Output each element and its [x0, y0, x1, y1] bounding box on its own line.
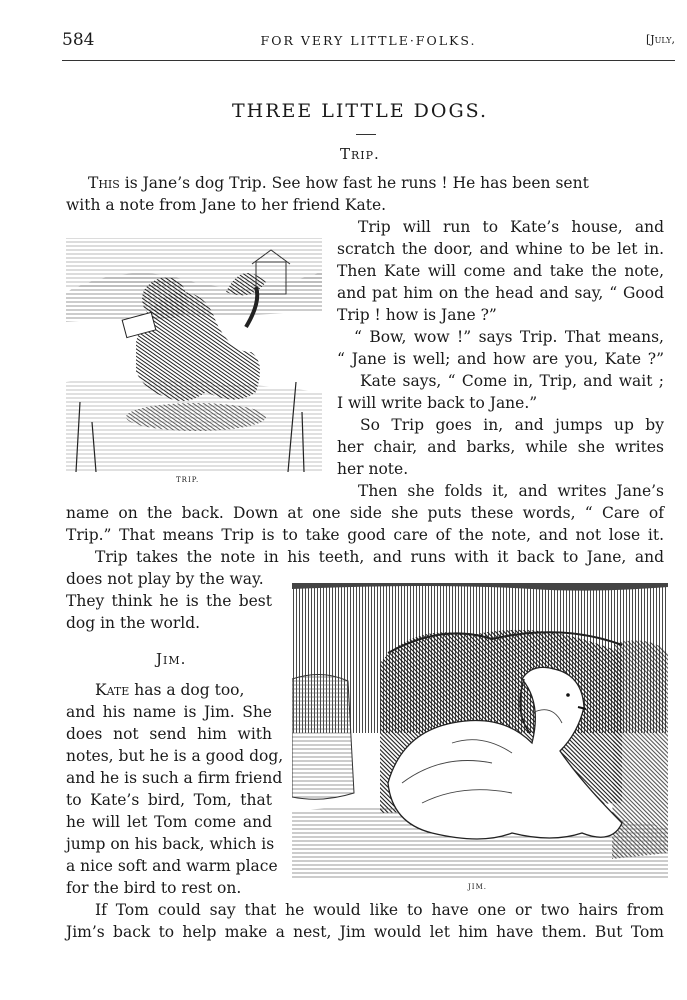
running-title: FOR VERY LITTLE·FOLKS.: [260, 33, 477, 48]
header-rule: [62, 60, 675, 61]
text-line: name on the back. Down at one side she puts these words, “ Care of: [66, 504, 664, 522]
text-line: he will let Tom come and: [66, 813, 272, 831]
text-line: her chair, and barks, while she writes: [337, 438, 664, 456]
drop-word: Kate: [95, 681, 130, 699]
trip-caption: TRIP.: [176, 476, 200, 484]
text-line: Then she folds it, and writes Jane’s: [358, 482, 664, 500]
text-line: her note.: [337, 460, 409, 478]
text-line: They think he is the best: [66, 592, 272, 610]
text-line: Trip takes the note in his teeth, and runs with it back to Jane, and: [95, 548, 664, 566]
text-line: for the bird to rest on.: [66, 879, 242, 897]
section-heading-jim: Jim.: [156, 650, 187, 668]
trip-illustration: [66, 232, 322, 472]
page-number: 584: [62, 30, 95, 50]
text-line: Then Kate will come and take the note,: [337, 262, 664, 280]
story-title: THREE LITTLE DOGS.: [231, 100, 489, 122]
text-line: and he is such a firm friend: [66, 769, 283, 787]
running-month: [July,: [645, 33, 675, 46]
text-line: So Trip goes in, and jumps up by: [360, 416, 664, 434]
text-line: with a note from Jane to her friend Kate.: [66, 196, 387, 214]
text-line: does not play by the way.: [66, 570, 264, 588]
trip-engraving: [66, 232, 322, 472]
text-line: Kate says, “ Come in, Trip, and wait ;: [360, 372, 664, 390]
text-line: dog in the world.: [66, 614, 201, 632]
text-line: jump on his back, which is: [66, 835, 275, 853]
text-line: Trip ! how is Jane ?”: [337, 306, 497, 324]
text-line: Trip.” That means Trip is to take good care of the note, and not lose it.: [66, 526, 664, 544]
section-heading-trip: Trip.: [340, 145, 380, 163]
text-line: If Tom could say that he would like to have one or two hairs from: [95, 901, 664, 919]
text-line: to Kate’s bird, Tom, that: [66, 791, 272, 809]
text-line: I will write back to Jane.”: [337, 394, 538, 412]
text-line: Jim’s back to help make a nest, Jim would let him have them. But Tom: [66, 923, 664, 941]
text-line: notes, but he is a good dog,: [66, 747, 284, 765]
jim-caption: JIM.: [468, 883, 487, 891]
text-line: “ Bow, wow !” says Trip. That means,: [354, 328, 664, 346]
text-line: Kate has a dog too,: [95, 681, 245, 699]
jim-illustration: [292, 583, 668, 879]
text-line: “ Jane is well; and how are you, Kate ?”: [337, 350, 664, 368]
text-line: a nice soft and warm place: [66, 857, 278, 875]
title-rule: [356, 134, 376, 135]
text-line: does not send him with: [66, 725, 272, 743]
text-line: scratch the door, and whine to be let in.: [337, 240, 664, 258]
drop-word: This: [88, 174, 120, 192]
jim-engraving: [292, 583, 668, 879]
text-line: Trip will run to Kate’s house, and: [358, 218, 664, 236]
text-line: and pat him on the head and say, “ Good: [337, 284, 664, 302]
text-line: and his name is Jim. She: [66, 703, 272, 721]
running-head: [62, 30, 675, 58]
text-line: This is Jane’s dog Trip. See how fast he runs ! He has been sent: [88, 174, 589, 192]
